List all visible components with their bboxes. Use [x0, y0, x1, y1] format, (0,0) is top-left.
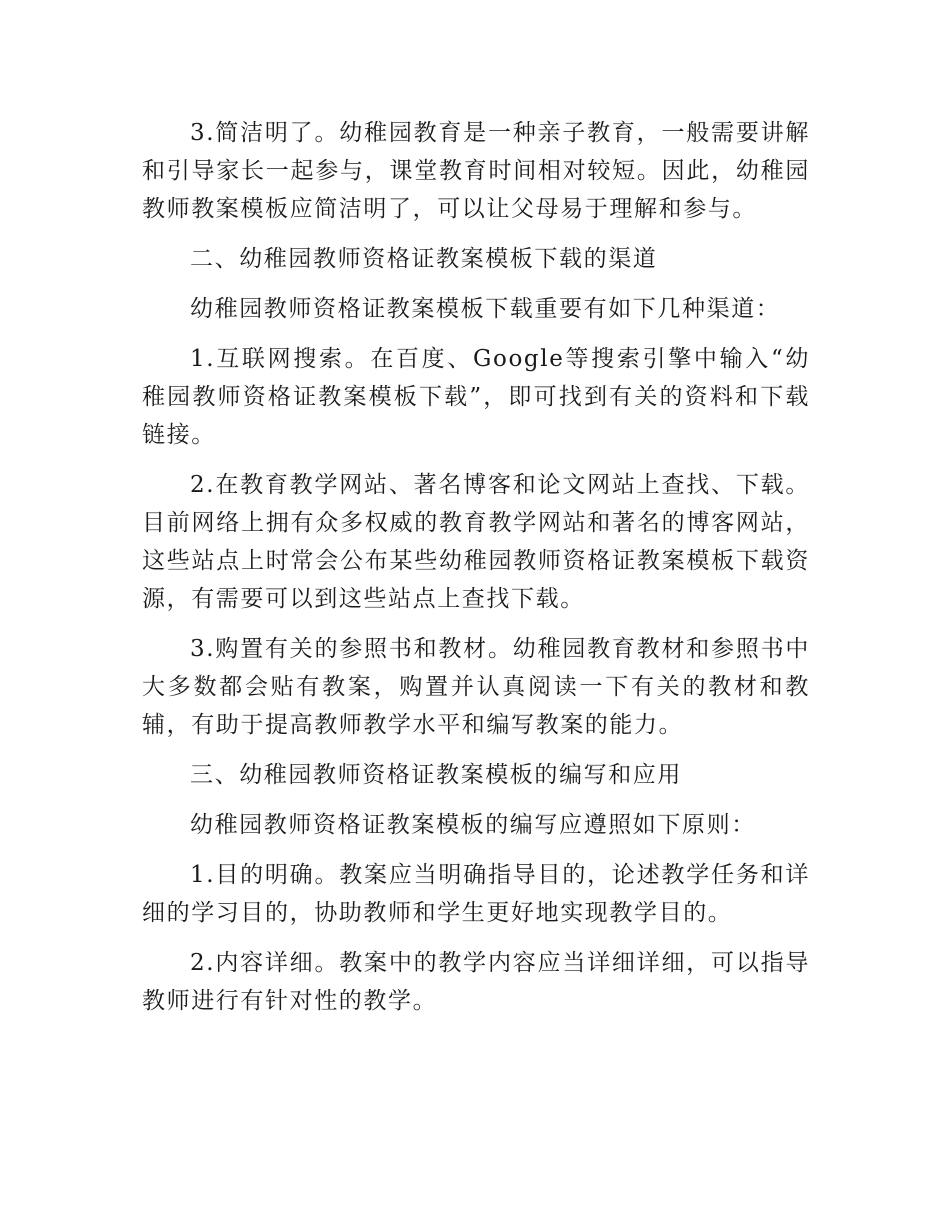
- paragraph-books: 3.购置有关的参照书和教材。幼稚园教育教材和参照书中大多数都会贴有教案，购置并认真阅读一下有关的教材和教辅，有助于提高教师教学水平和编写教案的能力。: [142, 636, 810, 738]
- section-heading-download-channels: 二、幼稚园教师资格证教案模板下载的渠道: [190, 246, 658, 272]
- document-body: [142, 114, 810, 1032]
- paragraph-internet-search: 1.互联网搜索。在百度、Google等搜索引擎中输入“幼稚园教师资格证教案模板下载”，即可找到有关的资料和下载链接。: [142, 346, 810, 448]
- paragraph-channels-intro: 幼稚园教师资格证教案模板下载重要有如下几种渠道：: [190, 296, 781, 322]
- paragraph-principles-intro: 幼稚园教师资格证教案模板的编写应遵照如下原则：: [190, 812, 756, 838]
- paragraph-clear-purpose: 1.目的明确。教案应当明确指导目的，论述教学任务和详细的学习目的，协助教师和学生更好地实现教学目的。: [142, 862, 810, 926]
- paragraph-detailed-content: 2.内容详细。教案中的教学内容应当详细详细，可以指导教师进行有针对性的教学。: [142, 950, 810, 1014]
- paragraph-websites: 2.在教育教学网站、著名博客和论文网站上查找、下载。目前网络上拥有众多权威的教育教学网站和著名的博客网站，这些站点上时常会公布某些幼稚园教师资格证教案模板下载资源，有需要可以到这些站点上查找下载。: [142, 472, 810, 612]
- paragraph-concise: 3.简洁明了。幼稚园教育是一种亲子教育，一般需要讲解和引导家长一起参与，课堂教育时间相对较短。因此，幼稚园教师教案模板应简洁明了，可以让父母易于理解和参与。: [142, 120, 810, 222]
- section-heading-writing-application: 三、幼稚园教师资格证教案模板的编写和应用: [190, 762, 682, 788]
